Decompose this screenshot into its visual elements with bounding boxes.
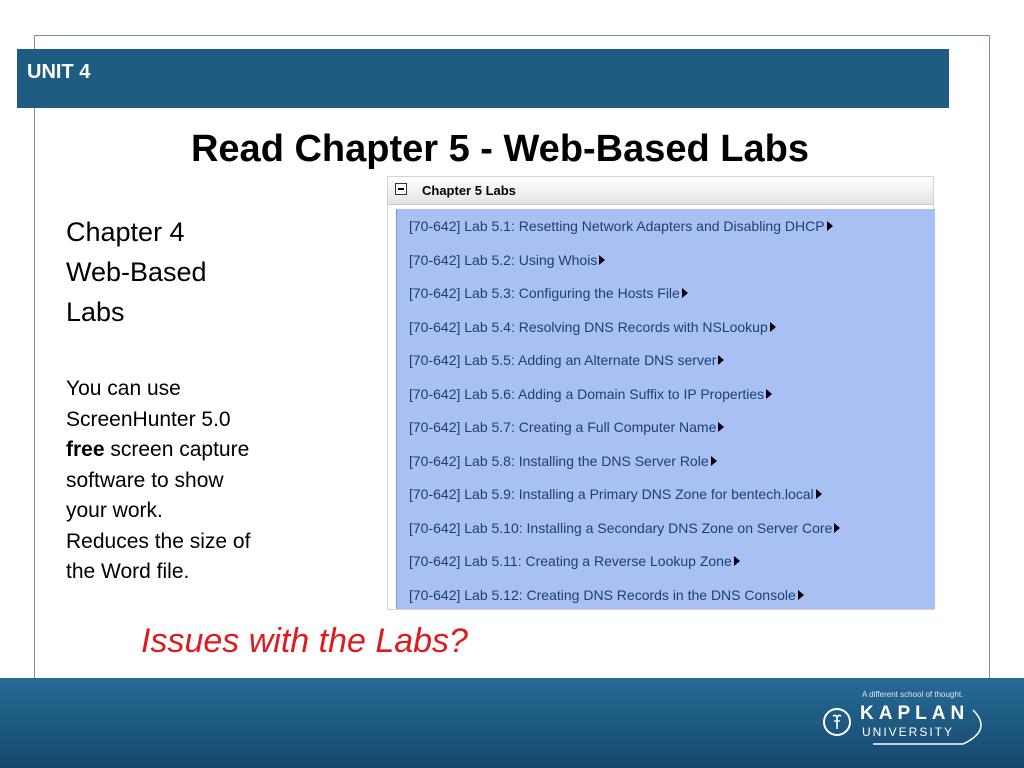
lab-link[interactable] bbox=[409, 285, 688, 301]
lab-link[interactable] bbox=[409, 453, 717, 469]
instructions-line: You can use bbox=[66, 377, 181, 400]
instructions-text bbox=[66, 374, 306, 588]
lab-link-label: [70-642] Lab 5.4: Resolving DNS Records with NSLookup bbox=[409, 318, 768, 335]
labs-list bbox=[396, 209, 935, 609]
lab-link[interactable] bbox=[409, 419, 724, 435]
instructions-line: ScreenHunter 5.0 bbox=[66, 407, 231, 431]
instructions-line: your work. bbox=[66, 499, 163, 522]
lab-link-label: [70-642] Lab 5.7: Creating a Full Computer Name bbox=[409, 419, 717, 435]
chapter-heading-line: Labs bbox=[66, 297, 125, 327]
lab-link-label: [70-642] Lab 5.5: Adding an Alternate DNS server bbox=[409, 352, 717, 368]
lab-link-label: [70-642] Lab 5.10: Installing a Secondary DNS Zone on Server Core bbox=[409, 519, 833, 536]
instructions-line: Reduces the size of bbox=[66, 529, 251, 553]
play-arrow-icon bbox=[827, 221, 833, 231]
lab-link-label: [70-642] Lab 5.6: Adding a Domain Suffix to IP Properties bbox=[409, 385, 765, 402]
logo-wordmark: KAPLAN bbox=[860, 703, 970, 724]
footer-tagline: A different school of thought. bbox=[862, 690, 964, 699]
lab-link-label: [70-642] Lab 5.8: Installing the DNS Server Role bbox=[409, 452, 709, 469]
free-emphasis: free bbox=[66, 438, 105, 461]
unit-banner bbox=[17, 49, 949, 108]
lab-link[interactable] bbox=[409, 520, 840, 536]
lab-link-label: [70-642] Lab 5.1: Resetting Network Adapters and Disabling DHCP bbox=[409, 218, 825, 234]
play-arrow-icon bbox=[798, 590, 804, 600]
unit-label: UNIT 4 bbox=[27, 61, 91, 83]
kaplan-seal-icon bbox=[822, 707, 852, 737]
labs-panel-header bbox=[388, 177, 933, 205]
collapse-icon[interactable] bbox=[395, 183, 407, 195]
logo-subtitle: UNIVERSITY bbox=[862, 725, 955, 739]
lab-link[interactable] bbox=[409, 252, 605, 268]
instructions-line: the Word file. bbox=[66, 560, 190, 583]
lab-link-label: [70-642] Lab 5.9: Installing a Primary DNS Zone for bentech.local bbox=[409, 486, 814, 502]
play-arrow-icon bbox=[682, 288, 688, 298]
play-arrow-icon bbox=[816, 489, 822, 499]
chapter-heading bbox=[66, 212, 326, 332]
play-arrow-icon bbox=[718, 355, 724, 365]
lab-link[interactable] bbox=[409, 587, 804, 603]
lab-link[interactable] bbox=[409, 553, 740, 569]
chapter-heading-line: Chapter 4 bbox=[66, 217, 185, 247]
play-arrow-icon bbox=[770, 322, 776, 332]
lab-link-label: [70-642] Lab 5.3: Configuring the Hosts File bbox=[409, 285, 680, 301]
lab-link[interactable] bbox=[409, 352, 724, 368]
play-arrow-icon bbox=[718, 422, 724, 432]
footer-bar bbox=[0, 678, 1024, 768]
lab-link[interactable] bbox=[409, 486, 822, 502]
lab-link[interactable] bbox=[409, 218, 833, 234]
play-arrow-icon bbox=[766, 389, 772, 399]
lab-link-label: [70-642] Lab 5.11: Creating a Reverse Lookup Zone bbox=[409, 553, 732, 569]
play-arrow-icon bbox=[599, 255, 605, 265]
play-arrow-icon bbox=[834, 523, 840, 533]
instructions-line bbox=[66, 435, 306, 466]
instructions-fragment: screen capture bbox=[104, 438, 250, 461]
slide-title: Read Chapter 5 - Web-Based Labs bbox=[190, 128, 809, 170]
labs-panel-title: Chapter 5 Labs bbox=[422, 183, 516, 198]
labs-panel bbox=[387, 176, 934, 610]
issues-link[interactable]: Issues with the Labs? bbox=[141, 622, 468, 660]
play-arrow-icon bbox=[711, 456, 717, 466]
lab-link-label: [70-642] Lab 5.2: Using Whois bbox=[409, 251, 598, 268]
lab-link[interactable] bbox=[409, 386, 772, 402]
instructions-line: software to show bbox=[66, 468, 224, 492]
lab-link[interactable] bbox=[409, 319, 776, 335]
lab-link-label: [70-642] Lab 5.12: Creating DNS Records in the DNS Console bbox=[409, 586, 796, 603]
chapter-heading-line: Web-Based bbox=[66, 257, 207, 287]
play-arrow-icon bbox=[734, 556, 740, 566]
